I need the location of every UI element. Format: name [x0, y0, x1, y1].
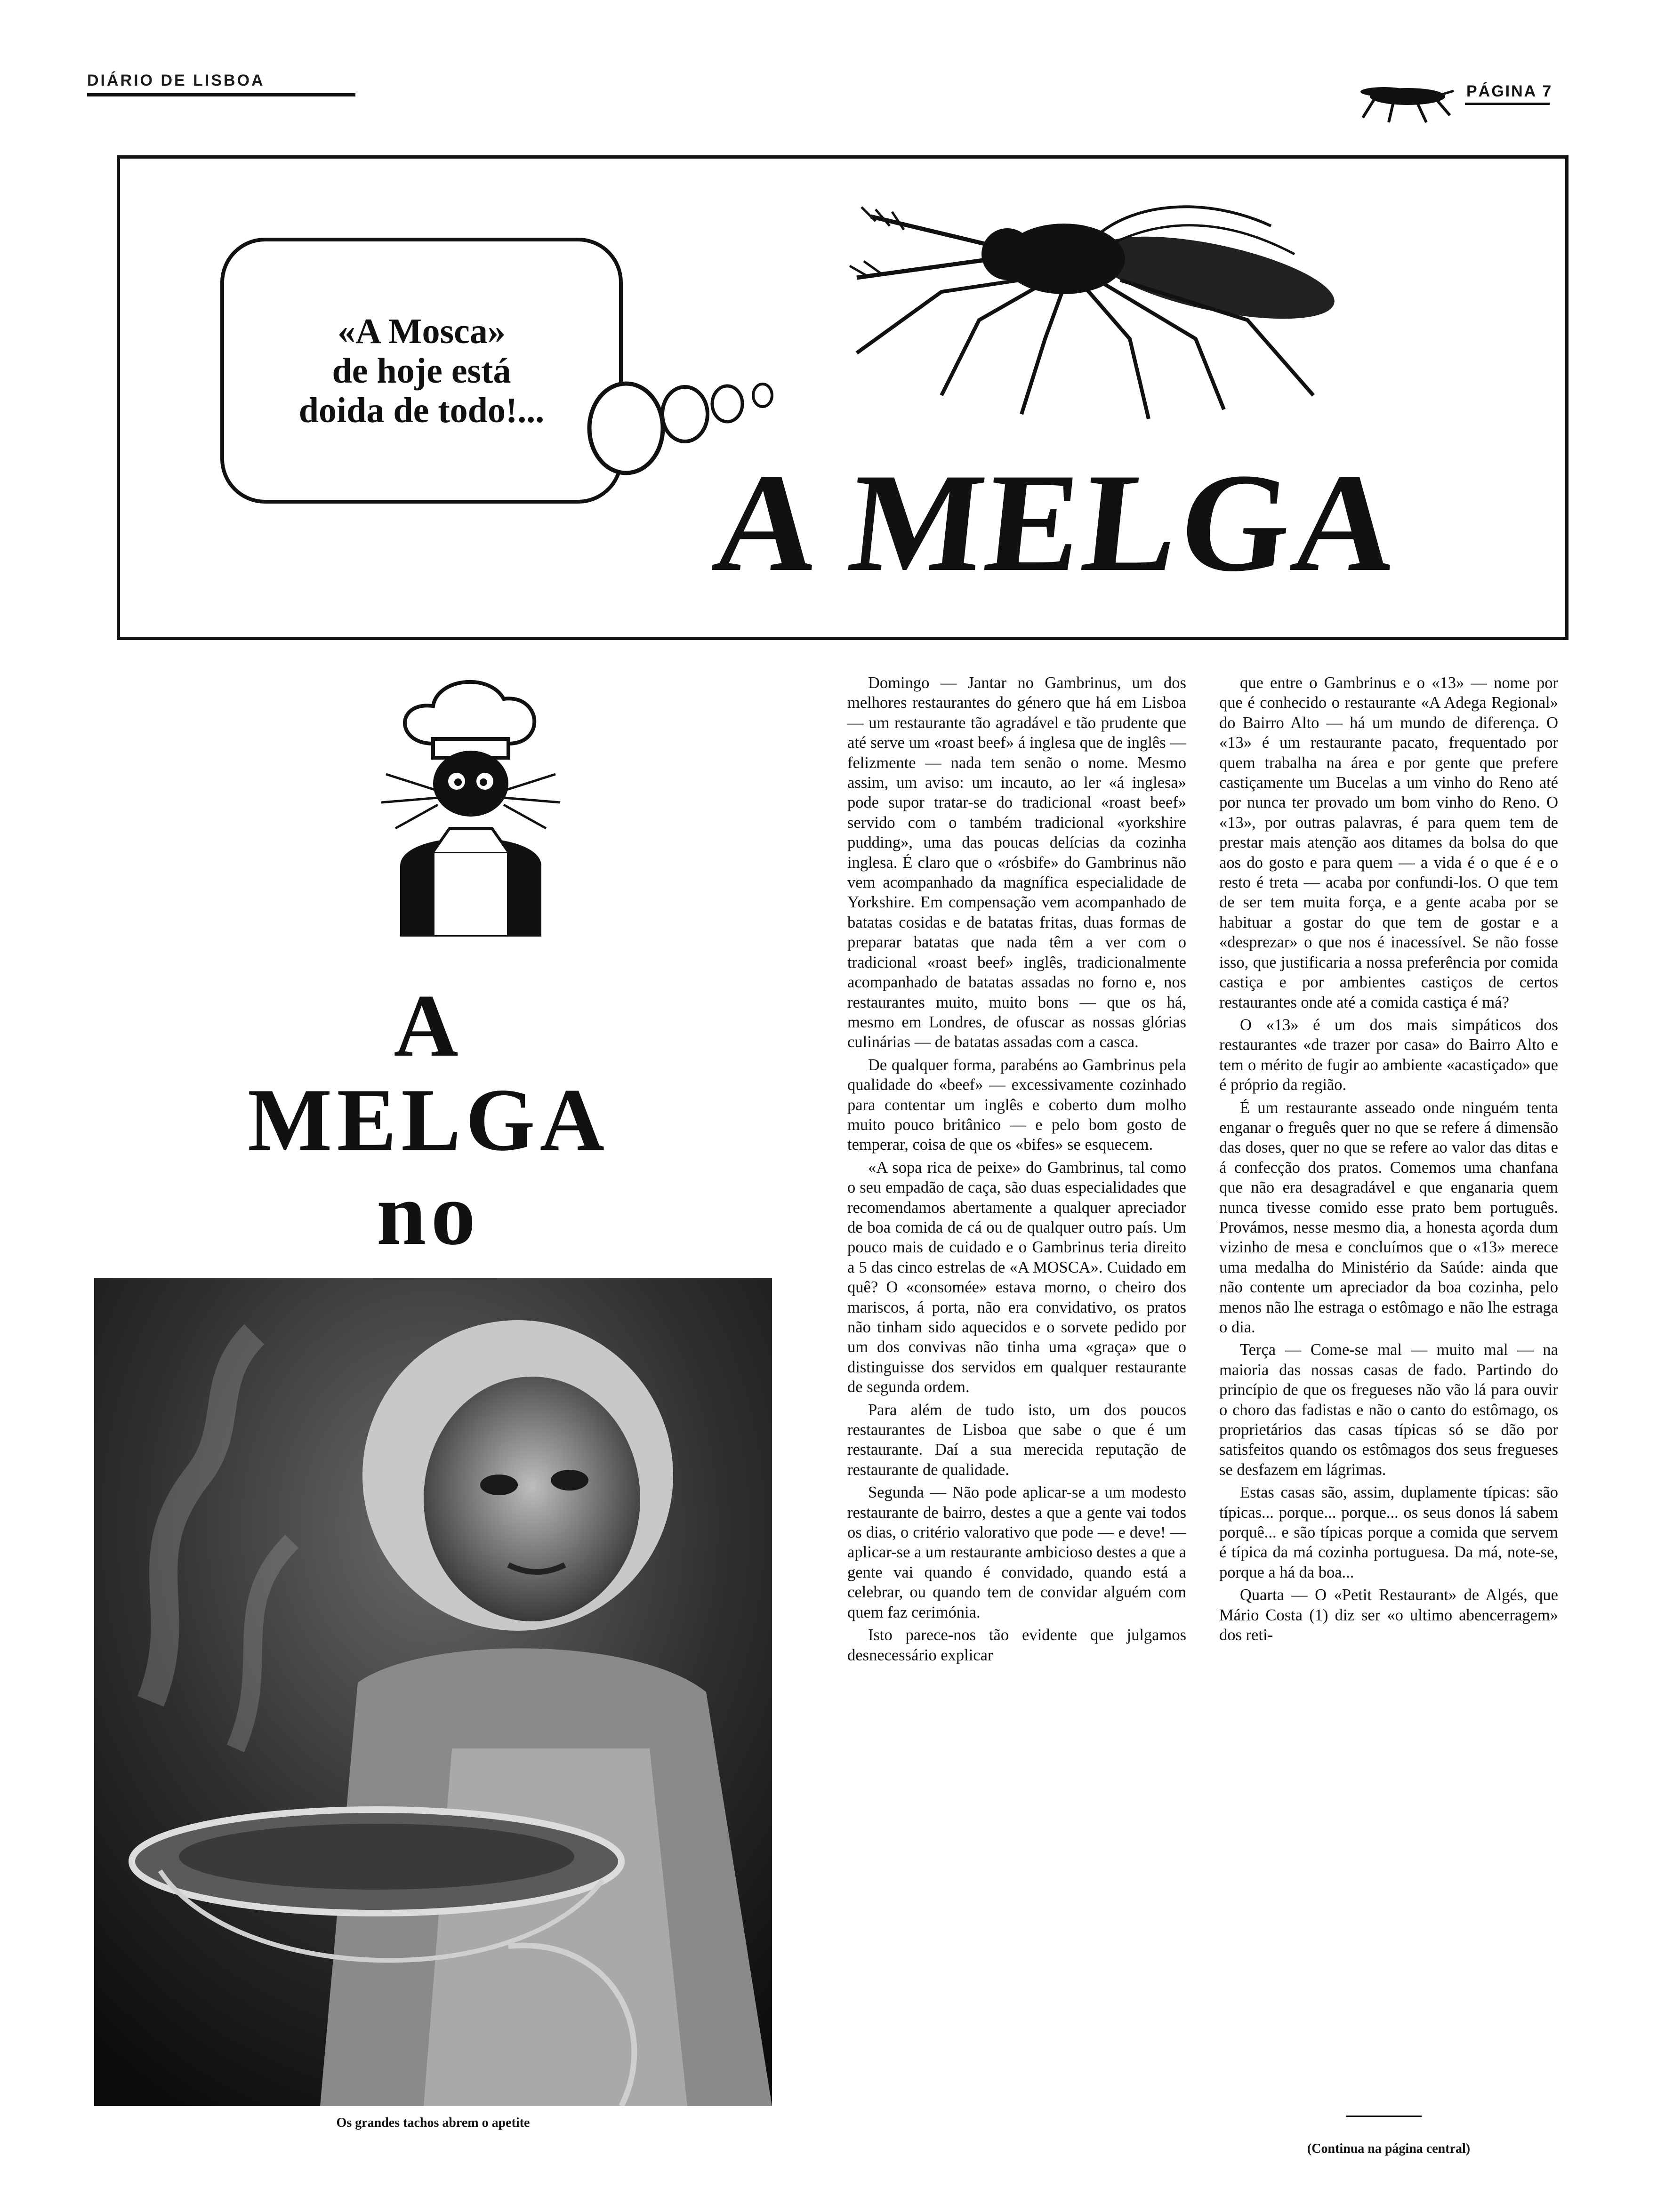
mosquito-illustration-icon: [800, 198, 1389, 424]
photo-caption: Os grandes tachos abrem o apetite: [336, 2116, 530, 2130]
banner-title: A MELGA: [707, 444, 1407, 601]
paragraph: Estas casas são, assim, duplamente típicas: são típicas... porque... porque... os seus donos lá sabem porquê... e são típicas porque a comida que servem é típica da má cozinha portuguesa. Da má, note-se, porque a há da boa...: [1219, 1483, 1558, 1581]
bubble-line: doida de todo!...: [298, 390, 545, 430]
page-rule: [1465, 103, 1550, 105]
fly-chef-cartoon-icon: [367, 673, 574, 937]
continued-note: (Continua na página central): [1307, 2141, 1471, 2156]
thought-bubble: [220, 238, 623, 504]
column-end-rule: [1346, 2116, 1422, 2117]
paragraph: De qualquer forma, parabéns ao Gambrinus pela qualidade do «beef» — excessivamente cozinhado para contentar um inglês e coberto dum molho muito pouco britânico — e pelo bom gosto de temperar, coisa de que os «bifes» se esquecem.: [847, 1056, 1186, 1154]
paragraph: que entre o Gambrinus e o «13» — nome por que é conhecido o restaurante «A Adega Regional» do Bairro Alto — há um mundo de diferença. O «13» é um restaurante pacato, frequentado por quem trabalha na área e por gente que prefere castiçamente um Bucelas a um vinho do Reno até por nunca ter provado um bom vinho do Reno. O «13», por outras palavras, é para quem tem de prestar mais atenção aos ditames da bolsa do que aos do gosto e para quem — a vida é o que é e o resto é treta — acaba por confundi-los. O que tem de ser tem muita força, e a gente acaba por se habituar a gostar do que tem de gostar e a «desprezar» o que nos é inacessível. Se não fosse isso, que justificaria a nossa preferência por comida castiça e por ambientes castiços de certos restaurantes onde até a comida castiça é má?: [1219, 674, 1558, 1011]
paragraph: Terça — Come-se mal — muito mal — na maioria das nossas casas de fado. Partindo do princípio de que os fregueses não vão lá para ouvir o choro das fadistas e não o canto do estômago, os proprietários das casas típicas só se dão por satisfeitos quando os estômagos dos seus fregueses se desfazem em lágrimas.: [1219, 1341, 1558, 1479]
paragraph: Quarta — O «Petit Restaurant» de Algés, que Mário Costa (1) diz ser «o ultimo abencerragem» dos reti-: [1219, 1586, 1558, 1644]
masthead-rule: [87, 93, 355, 96]
article-photo: [94, 1278, 772, 2106]
bubble-line: «A Mosca»: [338, 311, 506, 351]
paragraph: O «13» é um dos mais simpáticos dos restaurantes «de trazer por casa» do Bairro Alto e tem o mérito de fugir ao ambiente «acastiçado» que é próprio da região.: [1219, 1016, 1558, 1094]
mosquito-logo-icon: [1356, 73, 1455, 125]
paragraph: Segunda — Não pode aplicar-se a um modesto restaurante de bairro, destes a que a gente vai todos os dias, o critério valorativo que pode — e deve! — aplicar-se a um restaurante ambicioso destes a que a gente vai quando é convidado, quando está a celebrar, ou quando tem de convidar alguém com quem faz cerimónia.: [847, 1483, 1186, 1621]
paragraph: É um restaurante asseado onde ninguém tenta enganar o freguês quer no que se refere á dimensão das doses, quer no que se refere ao valor das ditas e á confecção dos pratos. Comemos uma chanfana que não era desagradável e que enganaria quem nunca tivesse comido esse prato bem português. Provámos, nesse mesmo dia, a honesta açorda dum vizinho de mesa e concluímos que o «13» merece uma medalha do Ministério da Saúde: ainda que não contente um apreciador da boa cozinha, pelo menos não lhe estraga o estômago e não lhe estraga o dia.: [1219, 1098, 1558, 1336]
paragraph: Domingo — Jantar no Gambrinus, um dos melhores restaurantes do género que há em Lisboa — um restaurante tão agradável e tão prudente que até serve um «roast beef» á inglesa que de inglês — felizmente — nada tem senão o nome. Mesmo assim, um aviso: um incauto, ao ler «á inglesa» pode supor tratar-se do tradicional «roast beef» servido com o também tradicional «yorkshire pudding», uma das poucas delícias da cozinha inglesa. É claro que o «rósbife» do Gambrinus não vem acompanhado da magnífica especialidade de Yorkshire. Em compensação vem acompanhado de batatas cosidas e de batatas fritas, duas formas de preparar batatas que nada têm a ver com o tradicional «roast beef» inglês, tradicionalmente acompanhado de batatas assadas no forno e, nos restaurantes muito, muito bons — que os há, mesmo em Londres, de ofuscar as nossas glórias culinárias — de batatas assadas com a casca.: [847, 674, 1186, 1051]
headline-line: A MELGA: [248, 977, 609, 1170]
article-column-2: [1219, 673, 1558, 1645]
paragraph: Para além de tudo isto, um dos poucos restaurantes de Lisboa que sabe o que é um restaurante. Daí a sua merecida reputação de restaurante de qualidade.: [847, 1401, 1186, 1479]
photo-woman-with-pots: [94, 1278, 772, 2106]
masthead: DIÁRIO DE LISBOA: [87, 72, 265, 89]
bubble-text: [299, 312, 545, 430]
article-column-1: [847, 673, 1186, 1665]
paragraph: Isto parece-nos tão evidente que julgamos desnecessário explicar: [847, 1626, 1186, 1664]
bubble-line: de hoje está: [332, 351, 511, 391]
paragraph: «A sopa rica de peixe» do Gambrinus, tal como o seu empadão de caça, são duas especialidades que recomendamos abertamente a qualquer apreciador de boa comida de cá ou de qualquer outro país. Um pouco mais de cuidado e o Gambrinus teria direito a 5 das cinco estrelas de «A MOSCA». Cuidado em quê? O «consomée» estava morno, o cheiro dos mariscos, á porta, não era convidativo, os pratos não tinham sido aquecidos e o sorvete pedido por um dos convivas não tinha uma «graça» que o distinguisse dos servidos em qualquer restaurante de segunda ordem.: [847, 1158, 1186, 1396]
page-number: PÁGINA 7: [1466, 82, 1553, 100]
headline-line: no: [376, 1165, 481, 1264]
